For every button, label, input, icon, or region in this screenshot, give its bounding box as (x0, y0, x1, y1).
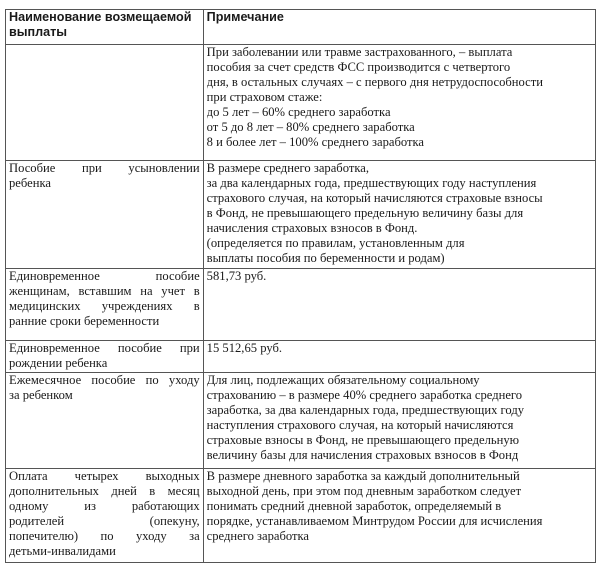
note-line: Для лиц, подлежащих обязательному социальному (206, 373, 480, 387)
table-row (6, 373, 596, 469)
payment-name-line: ребенка (9, 176, 51, 190)
note-line: выплаты пособия по беременности и родам) (206, 251, 445, 265)
note-line: страховые взносы в Фонд, не превышающего предельную (206, 433, 520, 447)
cell-payment-name (6, 161, 204, 269)
payment-name-line: одному из работающих (9, 499, 200, 513)
cell-payment-name (6, 45, 204, 161)
cell-note (203, 45, 595, 161)
note-line: (определяется по правилам, установленным для (206, 236, 465, 250)
note-line: до 5 лет – 60% среднего заработка (206, 105, 391, 119)
note-line: величину базы для начисления страховых взносов в Фонд (206, 448, 519, 462)
note-line: 581,73 руб. (206, 269, 267, 283)
table-row (6, 341, 596, 373)
note-line: пособия за счет средств ФСС производится с четвертого (206, 60, 511, 74)
note-line: за два календарных года, предшествующих году наступления (206, 176, 537, 190)
note-line: В размере среднего заработка, (206, 161, 370, 175)
cell-payment-name (6, 269, 204, 341)
payment-name-line: дополнительных дней в месяц (9, 484, 200, 498)
note-line: среднего заработка (206, 529, 310, 543)
note-line: выходной день, при этом под дневным заработком следует (206, 484, 522, 498)
payment-name-line: женщинам, вставшим на учет в (9, 284, 200, 298)
payments-table (5, 9, 596, 563)
cell-note (203, 269, 595, 341)
note-line: порядке, устанавливаемом Минтрудом России для исчисления (206, 514, 543, 528)
cell-note (203, 341, 595, 373)
cell-note (203, 469, 595, 563)
note-line: заработка, за два календарных года, предшествующих году (206, 403, 525, 417)
note-line: В размере дневного заработка за каждый дополнительный (206, 469, 520, 483)
table-row (6, 45, 596, 161)
header-name: Наименование возмещаемой выплаты (6, 10, 204, 45)
note-line: начисления страховых взносов в Фонд. (206, 221, 418, 235)
payment-name-line: детьми-инвалидами (9, 544, 116, 558)
payment-name-line: медицинских учреждениях в (9, 299, 200, 313)
header-note: Примечание (203, 10, 595, 45)
cell-note (203, 161, 595, 269)
table-row (6, 269, 596, 341)
cell-payment-name (6, 341, 204, 373)
note-line: 15 512,65 руб. (206, 341, 283, 355)
note-line: в Фонд, не превышающего предельную величину базы для (206, 206, 524, 220)
payment-name-line: родителей (опекуну, (9, 514, 200, 528)
payment-name-line: Единовременное пособие при (9, 341, 200, 355)
note-line: дня, в остальных случаях – с первого дня нетрудоспособности (206, 75, 543, 89)
cell-note (203, 373, 595, 469)
payment-name-line: ранние сроки беременности (9, 314, 160, 328)
note-line: при страховом стаже: (206, 90, 323, 104)
note-line: страхового случая, на который начисляются страховые взносы (206, 191, 543, 205)
payment-name-line: Ежемесячное пособие по уходу (9, 373, 200, 387)
table-header-row (6, 10, 596, 45)
cell-payment-name (6, 373, 204, 469)
payment-name-line: за ребенком (9, 388, 73, 402)
cell-payment-name (6, 469, 204, 563)
note-line: понимать средний дневной заработок, определяемый в (206, 499, 502, 513)
note-line: от 5 до 8 лет – 80% среднего заработка (206, 120, 415, 134)
table-row (6, 161, 596, 269)
payment-name-line: рождении ребенка (9, 356, 108, 370)
note-line: 8 и более лет – 100% среднего заработка (206, 135, 425, 149)
note-line: страхованию – в размере 40% среднего заработка среднего (206, 388, 523, 402)
payment-name-line: Единовременное пособие (9, 269, 200, 283)
payment-name-line: Пособие при усыновлении (9, 161, 200, 175)
note-line: наступления страхового случая, на который начисляются (206, 418, 514, 432)
payment-name-line: Оплата четырех выходных (9, 469, 200, 483)
table-row (6, 469, 596, 563)
note-line: При заболевании или травме застрахованного, – выплата (206, 45, 513, 59)
table-body (6, 45, 596, 563)
payment-name-line: попечителю) по уходу за (9, 529, 200, 543)
